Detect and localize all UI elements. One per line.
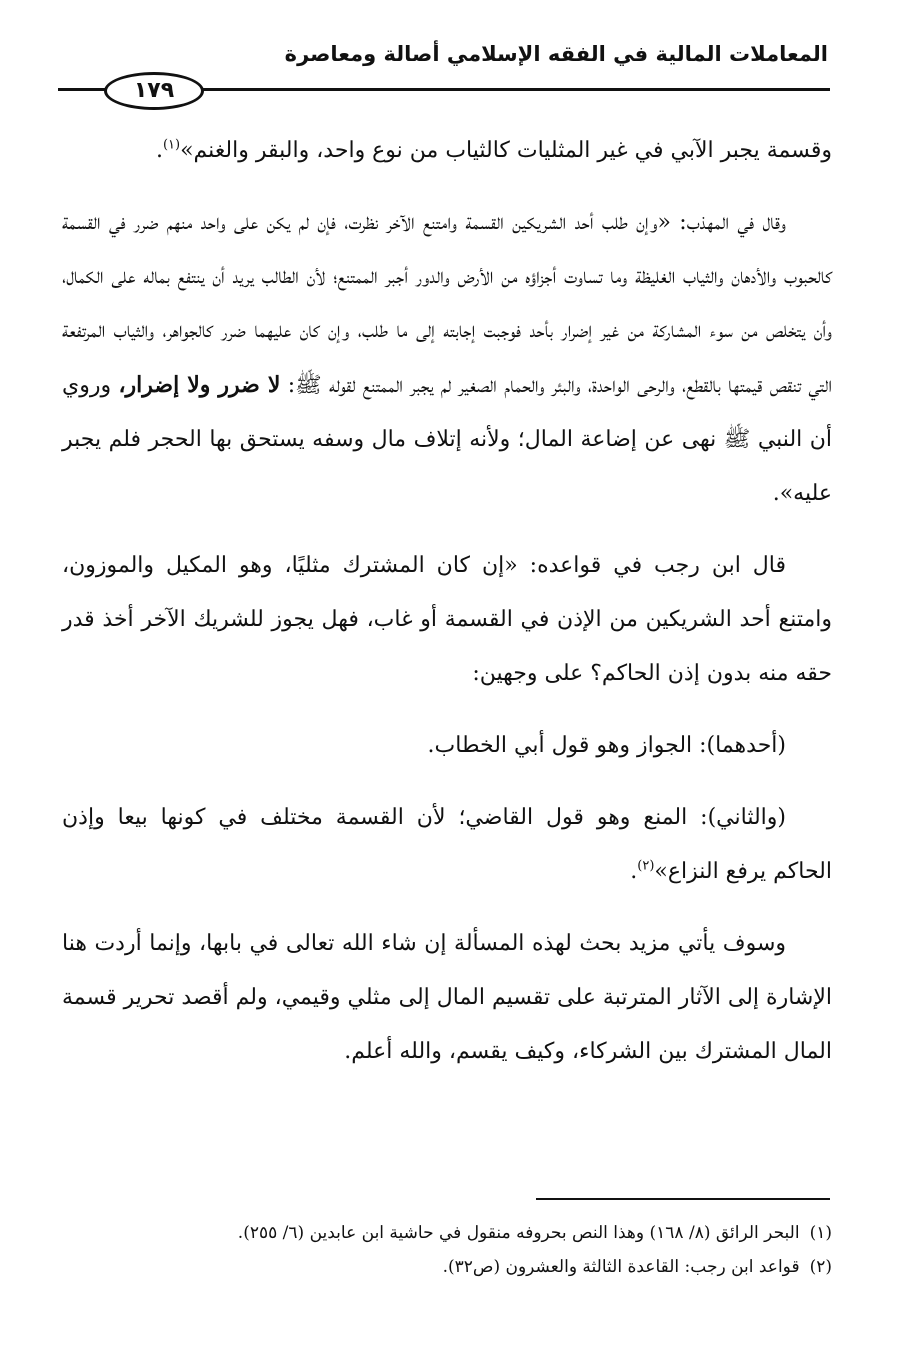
running-header-title: المعاملات المالية في الفقه الإسلامي أصالة ومعاصرة [284,42,828,66]
paragraph-1-text: وقسمة يجبر الآبي في غير المثليات كالثياب من نوع واحد، والبقر والغنم» [180,138,832,163]
paragraph-4: (أحدهما): الجواز وهو قول أبي الخطاب. [427,733,786,758]
page-number: ١٧٩ [104,72,204,110]
main-text [62,124,832,1097]
paragraph-5-end: . [630,859,638,884]
footnote-2-text: قواعد ابن رجب: القاعدة الثالثة والعشرون (ص٣٢). [442,1257,800,1277]
paragraph-3: قال ابن رجب في قواعده: «إن كان المشترك مثليًا، وهو المكيل والموزون، وامتنع أحد الشريكين من الإذن في القسمة أو غاب، فهل يجوز للشريك الآخر أخذ قدر حقه منه بدون إذن الحاكم؟ على وجهين: [62,553,832,686]
footnote-separator [536,1198,830,1200]
paragraph-5-text: (والثاني): المنع وهو قول القاضي؛ لأن القسمة مختلف في كونها بيعا وإذن الحاكم يرفع النزاع» [62,805,832,884]
paragraph-2 [62,196,832,521]
footnote-1-number: (١) [809,1223,832,1243]
footnotes [62,1216,832,1284]
paragraph-1-end: . [155,138,163,163]
hadith-quote: لا ضرر ولا إضرار، [118,372,281,398]
paragraph-5 [62,791,832,899]
paragraph-2-end: وروي أن النبي ﷺ نهى عن إضاعة المال؛ ولأنه إتلاف مال وسفه يستحق بها الحجر فلم يجبر عليه». [62,373,832,506]
footnote-ref-1: (١) [162,137,181,153]
paragraph-6: وسوف يأتي مزيد بحث لهذه المسألة إن شاء الله تعالى في بابها، وإنما أردت هنا الإشارة إلى الآثار المترتبة على تقسيم المال إلى مثلي وقيمي، ولم أقصد تحرير قسمة المال المشترك بين الشركاء، وكيف يقسم، والله أعلم. [62,931,832,1064]
footnote-1 [62,1216,832,1250]
paragraph-1 [62,124,832,178]
footnote-2-number: (٢) [809,1257,832,1277]
paragraph-2-text: وقال في المهذب: «وإن طلب أحد الشريكين القسمة وامتنع الآخر نظرت، فإن لم يكن على واحد منهم ضرر في القسمة كالحبوب والأدهان والثياب الغليظة وما تساوت أجزاؤه من الأرض والدور أجبر الممتنع؛ لأن الطالب يريد أن ينتفع بماله على الكمال، وأن يتخلص من سوء المشاركة من غير إضرار بأحد فوجبت إجابته إلى ما طلب، وإن كان عليهما ضرر كالجواهر، والثياب المرتفعة التي تنقص قيمتها بالقطع، والرحى الواحدة، والبئر والحمام الصغير لم يجبر الممتنع لقوله ﷺ: [62,210,832,398]
footnote-2 [62,1250,832,1284]
footnote-ref-2: (٢) [637,858,655,874]
footnote-1-text: البحر الرائق (٨/ ١٦٨) وهذا النص بحروفه منقول في حاشية ابن عابدين (٦/ ٢٥٥). [237,1223,800,1243]
